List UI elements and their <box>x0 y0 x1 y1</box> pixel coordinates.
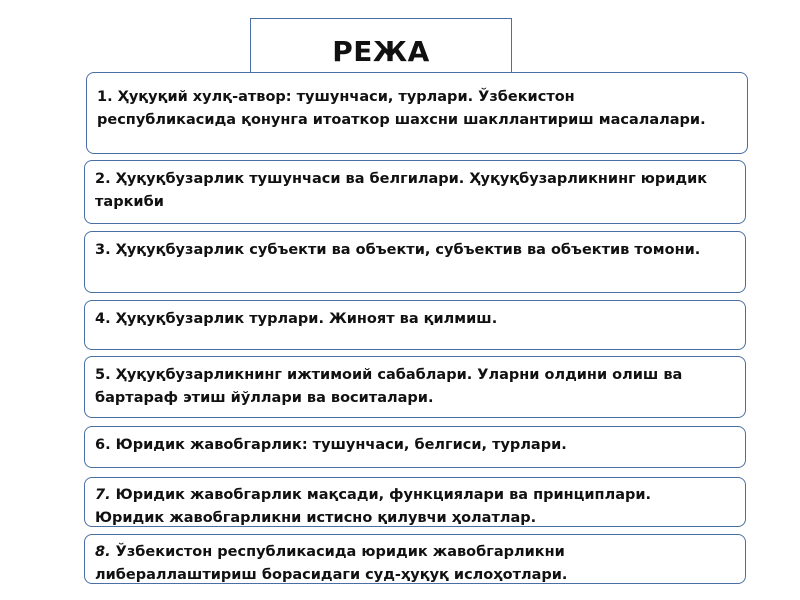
plan-item-text <box>97 86 737 132</box>
plan-item-number: 6. <box>95 437 111 453</box>
plan-item-text <box>95 168 735 214</box>
plan-item-line-1: Ўзбекистон республикасида юридик жавобгарликни <box>115 544 565 560</box>
plan-item-line-1: Юридик жавобгарлик: тушунчаси, белгиси, турлари. <box>115 437 567 453</box>
plan-item-text <box>95 239 735 262</box>
plan-item-text <box>95 434 735 457</box>
plan-item-number: 2. <box>95 171 111 187</box>
plan-item-line-2: республикасида қонунга итоаткор шахсни шакллантириш масалалари. <box>97 112 706 128</box>
plan-item-7 <box>84 477 746 527</box>
plan-item-line-1: Ҳуқуқбузарлик субъекти ва объекти, субъектив ва объектив томони. <box>115 242 701 258</box>
plan-item-line-2: Юридик жавобгарликни истисно қилувчи ҳолатлар. <box>95 510 537 526</box>
plan-item-text <box>95 308 735 331</box>
plan-item-2 <box>84 160 746 224</box>
plan-item-number: 5. <box>95 367 111 383</box>
plan-item-line-2: бартараф этиш йўллари ва воситалари. <box>95 390 434 406</box>
plan-item-6 <box>84 426 746 468</box>
plan-item-line-2: таркиби <box>95 194 164 210</box>
plan-item-8 <box>84 534 746 584</box>
plan-item-line-1: Ҳуқуқбузарликнинг ижтимоий сабаблари. Уларни олдини олиш ва <box>115 367 683 383</box>
plan-item-line-1: Юридик жавобгарлик мақсади, функциялари ва принциплари. <box>115 487 652 503</box>
plan-item-number: 1. <box>97 89 113 105</box>
plan-item-3 <box>84 231 746 293</box>
plan-item-number: 3. <box>95 242 111 258</box>
plan-item-1 <box>86 72 748 154</box>
plan-item-line-1: Ҳуқуқбузарлик турлари. Жиноят ва қилмиш. <box>115 311 498 327</box>
plan-item-line-1: Ҳуқуқбузарлик тушунчаси ва белгилари. Ҳуқуқбузарликнинг юридик <box>115 171 708 187</box>
plan-item-number: 8. <box>95 544 111 560</box>
plan-item-text <box>95 364 735 410</box>
plan-item-line-1: Ҳуқуқий хулқ-атвор: тушунчаси, турлари. Ўзбекистон <box>117 89 575 105</box>
plan-item-text <box>95 541 735 584</box>
plan-item-line-2: либераллаштириш борасидаги суд-ҳуқуқ ислоҳотлари. <box>95 567 568 583</box>
plan-item-text <box>95 484 735 527</box>
plan-item-4 <box>84 300 746 350</box>
plan-item-5 <box>84 356 746 418</box>
page-title: РЕЖА <box>332 34 430 68</box>
plan-item-number: 4. <box>95 311 111 327</box>
plan-item-number: 7. <box>95 487 111 503</box>
